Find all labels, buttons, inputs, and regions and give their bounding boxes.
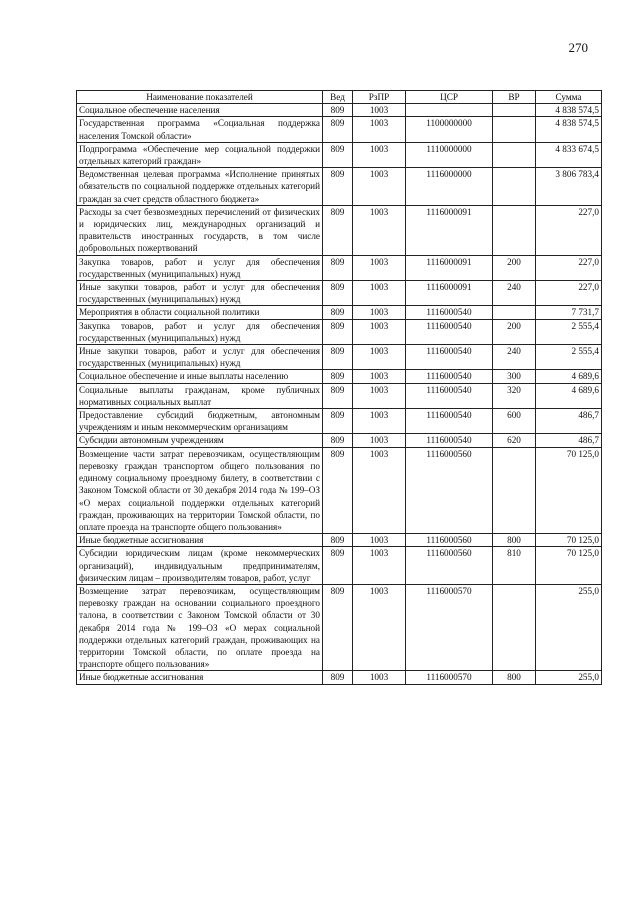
row-sum: 4 689,6	[536, 370, 602, 383]
row-rzpr: 1003	[353, 319, 406, 344]
row-vr: 620	[493, 434, 536, 447]
row-csr	[406, 104, 493, 117]
row-ved: 809	[323, 319, 353, 344]
row-rzpr: 1003	[353, 409, 406, 434]
row-rzpr: 1003	[353, 584, 406, 670]
row-ved: 809	[323, 434, 353, 447]
table-row	[77, 281, 602, 306]
row-csr: 1100000000	[406, 117, 493, 142]
table-row	[77, 345, 602, 370]
row-csr: 1116000091	[406, 205, 493, 255]
row-sum: 4 689,6	[536, 383, 602, 408]
row-csr: 1116000540	[406, 434, 493, 447]
row-rzpr: 1003	[353, 547, 406, 585]
row-ved: 809	[323, 281, 353, 306]
row-name: Закупка товаров, работ и услуг для обеспечения государственных (муниципальных) нужд	[77, 255, 323, 280]
row-vr	[493, 447, 536, 533]
row-csr: 1116000540	[406, 319, 493, 344]
header-vr: ВР	[493, 91, 536, 104]
row-name: Субсидии юридическим лицам (кроме некоммерческих организаций), индивидуальным предпринимателям, физическим лицам – производителям товаров, работ, услуг	[77, 547, 323, 585]
row-name: Ведомственная целевая программа «Исполнение принятых обязательств по социальной поддержке отдельных категорий граждан за счет средств областного бюджета»	[77, 168, 323, 206]
row-csr: 1116000560	[406, 534, 493, 547]
row-ved: 809	[323, 255, 353, 280]
header-rzpr: РзПР	[353, 91, 406, 104]
row-rzpr: 1003	[353, 205, 406, 255]
row-vr	[493, 142, 536, 167]
row-csr: 1116000570	[406, 671, 493, 684]
row-vr: 200	[493, 255, 536, 280]
row-sum: 486,7	[536, 434, 602, 447]
table-row	[77, 434, 602, 447]
row-vr: 240	[493, 281, 536, 306]
row-rzpr: 1003	[353, 671, 406, 684]
row-name: Расходы за счет безвозмездных перечислений от физических и юридических лиц, международных организаций и правительств иностранных государств, в том числе добровольных пожертвований	[77, 205, 323, 255]
row-vr: 240	[493, 345, 536, 370]
row-ved: 809	[323, 547, 353, 585]
row-vr: 600	[493, 409, 536, 434]
row-vr	[493, 168, 536, 206]
row-rzpr: 1003	[353, 447, 406, 533]
row-sum: 255,0	[536, 584, 602, 670]
row-sum: 4 838 574,5	[536, 117, 602, 142]
row-name: Социальное обеспечение и иные выплаты населению	[77, 370, 323, 383]
row-csr: 1116000560	[406, 547, 493, 585]
row-ved: 809	[323, 168, 353, 206]
table-row	[77, 168, 602, 206]
budget-table	[76, 90, 602, 685]
row-vr	[493, 205, 536, 255]
page-number: 270	[568, 40, 588, 55]
row-ved: 809	[323, 205, 353, 255]
row-name: Иные бюджетные ассигнования	[77, 671, 323, 684]
table-body	[77, 104, 602, 684]
row-csr: 1110000000	[406, 142, 493, 167]
row-sum: 227,0	[536, 255, 602, 280]
table-row	[77, 104, 602, 117]
row-vr	[493, 306, 536, 319]
table-row	[77, 534, 602, 547]
row-name: Иные бюджетные ассигнования	[77, 534, 323, 547]
row-vr	[493, 104, 536, 117]
table-row	[77, 306, 602, 319]
row-rzpr: 1003	[353, 117, 406, 142]
row-ved: 809	[323, 142, 353, 167]
row-sum: 4 833 674,5	[536, 142, 602, 167]
row-ved: 809	[323, 345, 353, 370]
row-name: Возмещение части затрат перевозчикам, осуществляющим перевозку граждан транспортом общего пользования по единому социальному проездному билету, в соответствии с Законом Томской области от 30 декабря 2014 года № 199–ОЗ «О мерах социальной поддержки отдельных категорий граждан, проживающих на территории Томской области, по оплате проезда на транспорте общего пользования»	[77, 447, 323, 533]
row-csr: 1116000560	[406, 447, 493, 533]
row-sum: 227,0	[536, 281, 602, 306]
row-ved: 809	[323, 383, 353, 408]
row-csr: 1116000091	[406, 255, 493, 280]
table-row	[77, 584, 602, 670]
row-ved: 809	[323, 671, 353, 684]
row-name: Субсидии автономным учреждениям	[77, 434, 323, 447]
row-sum: 7 731,7	[536, 306, 602, 319]
row-csr: 1116000540	[406, 345, 493, 370]
header-csr: ЦСР	[406, 91, 493, 104]
row-csr: 1116000540	[406, 383, 493, 408]
row-csr: 1116000570	[406, 584, 493, 670]
row-name: Предоставление субсидий бюджетным, автономным учреждениям и иным некоммерческим организациям	[77, 409, 323, 434]
row-ved: 809	[323, 306, 353, 319]
table-row	[77, 409, 602, 434]
row-ved: 809	[323, 447, 353, 533]
row-sum: 2 555,4	[536, 345, 602, 370]
header-name: Наименование показателей	[77, 91, 323, 104]
row-name: Возмещение затрат перевозчикам, осуществляющим перевозку граждан на основании социального проездного талона, в соответствии с Законом Томской области от 30 декабря 2014 года № 199–ОЗ «О мерах социальной поддержки отдельных категорий граждан, проживающих на территории Томской области, по оплате проезда на транспорте общего пользования»	[77, 584, 323, 670]
table-row	[77, 205, 602, 255]
row-name: Социальное обеспечение населения	[77, 104, 323, 117]
row-name: Подпрограмма «Обеспечение мер социальной поддержки отдельных категорий граждан»	[77, 142, 323, 167]
table-header-row	[77, 91, 602, 104]
row-csr: 1116000091	[406, 281, 493, 306]
table-row	[77, 547, 602, 585]
row-rzpr: 1003	[353, 383, 406, 408]
row-rzpr: 1003	[353, 255, 406, 280]
row-csr: 1116000540	[406, 370, 493, 383]
header-ved: Вед	[323, 91, 353, 104]
table-row	[77, 142, 602, 167]
row-sum: 3 806 783,4	[536, 168, 602, 206]
row-name: Иные закупки товаров, работ и услуг для обеспечения государственных (муниципальных) нужд	[77, 281, 323, 306]
row-rzpr: 1003	[353, 104, 406, 117]
row-sum: 2 555,4	[536, 319, 602, 344]
row-vr: 300	[493, 370, 536, 383]
row-vr: 320	[493, 383, 536, 408]
row-vr	[493, 117, 536, 142]
row-rzpr: 1003	[353, 345, 406, 370]
row-sum: 255,0	[536, 671, 602, 684]
row-name: Иные закупки товаров, работ и услуг для обеспечения государственных (муниципальных) нужд	[77, 345, 323, 370]
row-ved: 809	[323, 117, 353, 142]
row-csr: 1116000540	[406, 409, 493, 434]
row-rzpr: 1003	[353, 306, 406, 319]
row-sum: 70 125,0	[536, 534, 602, 547]
row-name: Закупка товаров, работ и услуг для обеспечения государственных (муниципальных) нужд	[77, 319, 323, 344]
row-name: Мероприятия в области социальной политики	[77, 306, 323, 319]
row-csr: 1116000540	[406, 306, 493, 319]
row-vr: 800	[493, 671, 536, 684]
row-ved: 809	[323, 409, 353, 434]
table-row	[77, 447, 602, 533]
table-row	[77, 370, 602, 383]
row-vr: 200	[493, 319, 536, 344]
row-name: Социальные выплаты гражданам, кроме публичных нормативных социальных выплат	[77, 383, 323, 408]
row-vr: 810	[493, 547, 536, 585]
row-ved: 809	[323, 104, 353, 117]
row-rzpr: 1003	[353, 434, 406, 447]
row-ved: 809	[323, 370, 353, 383]
row-vr	[493, 584, 536, 670]
row-sum: 70 125,0	[536, 447, 602, 533]
row-rzpr: 1003	[353, 534, 406, 547]
row-sum: 4 838 574,5	[536, 104, 602, 117]
row-ved: 809	[323, 584, 353, 670]
header-sum: Сумма	[536, 91, 602, 104]
row-rzpr: 1003	[353, 168, 406, 206]
row-ved: 809	[323, 534, 353, 547]
table-row	[77, 117, 602, 142]
table-row	[77, 671, 602, 684]
row-csr: 1116000000	[406, 168, 493, 206]
table-row	[77, 383, 602, 408]
row-sum: 70 125,0	[536, 547, 602, 585]
row-name: Государственная программа «Социальная поддержка населения Томской области»	[77, 117, 323, 142]
row-vr: 800	[493, 534, 536, 547]
row-rzpr: 1003	[353, 281, 406, 306]
table-row	[77, 255, 602, 280]
row-sum: 227,0	[536, 205, 602, 255]
table-row	[77, 319, 602, 344]
row-rzpr: 1003	[353, 142, 406, 167]
row-sum: 486,7	[536, 409, 602, 434]
row-rzpr: 1003	[353, 370, 406, 383]
